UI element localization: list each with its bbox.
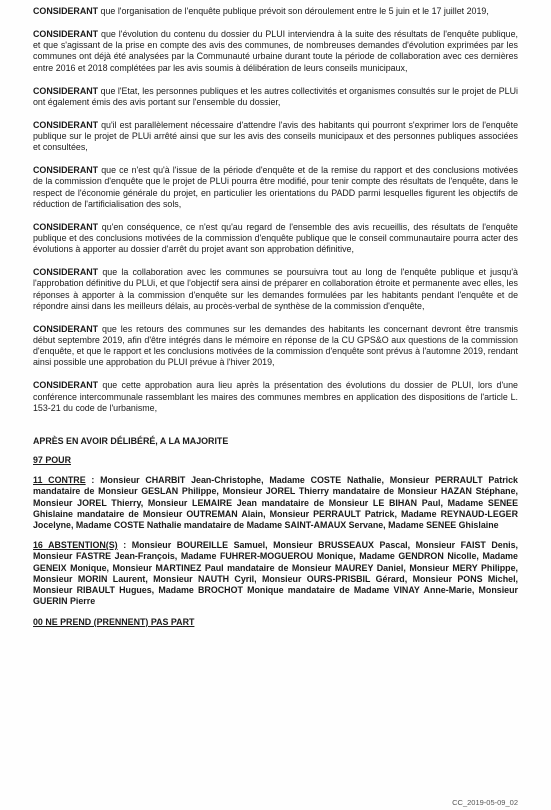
considerant-keyword: CONSIDERANT (33, 221, 99, 232)
considerant-paragraph (33, 86, 518, 108)
considerant-keyword: CONSIDERANT (33, 6, 99, 16)
votes-abstention (33, 540, 518, 607)
considerant-paragraph (33, 120, 518, 154)
votes-pour: 97 POUR (33, 455, 71, 466)
document-body (33, 6, 518, 637)
votes-abstention-label: 16 ABSTENTION(S) (33, 540, 118, 551)
considerant-text: que l'évolution du contenu du dossier du PLUI interviendra à la suite des résultats de l'enquête publique, et que s'agissant de la prise en compte des avis des communes, de nombreuses demandes d'évolution exprimées par les communes ont déjà été analysées par la Communauté urbaine durant toute la période de collaboration avec ces dernières entre 2016 et 2018 complétées par les avis soumis à délibération de leurs conseils municipaux, (33, 29, 518, 73)
considerant-keyword: CONSIDERANT (33, 165, 99, 176)
considerant-paragraph (33, 6, 518, 17)
considerant-keyword: CONSIDERANT (33, 323, 99, 334)
considerant-paragraph (33, 165, 518, 210)
considerant-paragraph (33, 380, 518, 414)
considerant-text: que ce n'est qu'à l'issue de la période d'enquête et de la remise du rapport et des conclusions motivées de la commission d'enquête que le projet de PLUi pourra être modifié, pour tenir compte des résultats de l'enquête, dans le respect de l'économie générale du projet, en particulier les orientations du PADD parmi lesquelles figurent les objectifs de réduction de l'artificialisation des sols, (33, 165, 518, 209)
votes-contre-label: 11 CONTRE (33, 475, 86, 486)
considerant-paragraph (33, 29, 518, 74)
votes-ne-prend-pas-part: 00 NE PREND (PRENNENT) PAS PART (33, 616, 195, 627)
considerant-paragraph (33, 222, 518, 256)
considerant-text: que l'Etat, les personnes publiques et les autres collectivités et organismes consultés sur le projet de PLUi ont également émis des avis portant sur l'ensemble du dossier, (33, 85, 518, 107)
considerant-keyword: CONSIDERANT (33, 85, 99, 96)
considerant-keyword: CONSIDERANT (33, 380, 99, 391)
considerant-text: qu'il est parallèlement nécessaire d'attendre l'avis des habitants qui pourront s'exprimer lors de l'enquête publique sur le projet de PLUi arrêté ainsi que sur les avis des conseils municipaux et des personnes publiques associées et consultées, (33, 119, 518, 153)
considerant-text: qu'en conséquence, ce n'est qu'au regard de l'ensemble des avis recueillis, des résultats de l'enquête publique et des conclusions motivées de la commission d'enquête publique que le conseil communautaire pourra acter des évolutions à apporter au dossier d'arrêt du projet avant son approbation définitive, (33, 221, 518, 255)
considerant-paragraph (33, 324, 518, 369)
votes-abstention-names: : Monsieur BOUREILLE Samuel, Monsieur BRUSSEAUX Pascal, Monsieur FAIST Denis, Monsieur FASTRE Jean-François, Madame FUHRER-MOGUEROU Monique, Madame GENDRON Nicolle, Madame GENEIX Monique, Monsieur MARTINEZ Paul mandataire de Monsieur MAUREY Daniel, Monsieur MERY Philippe, Monsieur MORIN Laurent, Monsieur NAUTH Cyril, Monsieur OURS-PRISBIL Gérard, Monsieur PONS Michel, Monsieur RIBAULT Hugues, Madame BROCHOT Monique mandataire de Madame VINAY Anne-Marie, Monsieur GUERIN Pierre (33, 540, 518, 607)
considerant-text: que les retours des communes sur les demandes des habitants les concernant devront être transmis début septembre 2019, afin d'être intégrés dans le mémoire en réponse de la CU GPS&O aux questions de la commission d'enquête, et que le rapport et les conclusions motivées de la commission d'enquête sont prévus à l'automne 2019, rendant ainsi possible une approbation du PLUI prévue à l'hiver 2019, (33, 323, 518, 368)
votes-contre (33, 475, 518, 531)
document-reference: CC_2019-05-09_02 (452, 798, 518, 807)
considerant-text: que cette approbation aura lieu après la présentation des évolutions du dossier de PLUI, lors d'une conférence intercommunale rassemblant les maires des communes membres en application des dispositions de l'article L. 153-21 du code de l'urbanisme, (33, 380, 518, 413)
decision-heading: APRÈS EN AVOIR DÉLIBÉRÉ, A LA MAJORITE (33, 435, 229, 446)
considerant-text: que la collaboration avec les communes se poursuivra tout au long de l'enquête publique et jusqu'à l'approbation définitive du PLUi, et que l'objectif sera ainsi de préparer en collaboration étroite et permanente avec elles, les réponses à apporter à la commission d'enquête sur les demandes formulées par les habitants pendant l'enquête et de répondre ainsi dans les meilleurs délais, au procès-verbal de synthèse de la commission d'enquête, (33, 267, 518, 311)
votes-contre-names: : Monsieur CHARBIT Jean-Christophe, Madame COSTE Nathalie, Monsieur PERRAULT Patrick mandataire de Monsieur GESLAN Philippe, Monsieur JOREL Thierry mandataire de Monsieur HAZAN Stéphane, Monsieur JOREL Thierry, Monsieur LEMAIRE Jean mandataire de Monsieur LE BIHAN Paul, Madame SENEE Ghislaine mandataire de Monsieur OUTREMAN Alain, Monsieur PERRAULT Patrick, Madame REYNAUD-LEGER Jocelyne, Madame COSTE Nathalie mandataire de Madame SAINT-AMAUX Servane, Madame SENEE Ghislaine (33, 475, 518, 531)
spacer (33, 426, 518, 436)
considerant-paragraph (33, 267, 518, 312)
considerant-keyword: CONSIDERANT (33, 267, 99, 278)
considerant-keyword: CONSIDERANT (33, 119, 99, 130)
considerant-keyword: CONSIDERANT (33, 29, 99, 39)
considerant-text: que l'organisation de l'enquête publique prévoit son déroulement entre le 5 juin et le 17 juillet 2019, (98, 6, 489, 16)
